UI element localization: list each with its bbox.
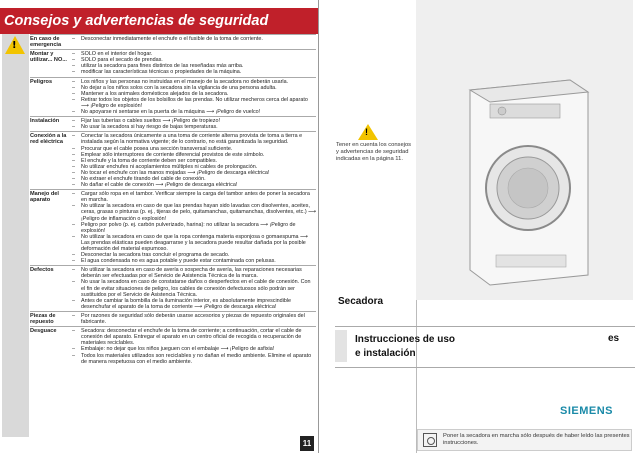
safety-section	[30, 326, 316, 366]
bullet-dash: –	[72, 279, 75, 286]
bullet-dash: –	[72, 36, 75, 42]
section-item	[72, 109, 316, 115]
bullet-dash: –	[72, 124, 75, 131]
section-item-text: modificar las características técnicas o propiedades de la máquina.	[81, 69, 242, 76]
bullet-dash: –	[72, 145, 75, 152]
section-item	[72, 133, 316, 145]
section-item-text: Embalaje: no dejar que los niños jueguen con el embalaje ⟶ ¡Peligro de asfixia!	[81, 346, 275, 353]
section-item-text: No dañar el cable de conexión ⟶ ¡Peligro de descarga eléctrica!	[81, 182, 238, 189]
bullet-dash: –	[72, 312, 75, 319]
section-item-text: El agua condensada no es agua potable y puede estar contaminada con pelusas.	[81, 258, 276, 265]
section-label: Piezas de repuesto	[30, 312, 56, 326]
section-item	[72, 279, 316, 297]
section-label: Desguace	[30, 328, 57, 335]
bullet-dash: –	[72, 267, 75, 274]
bullet-dash: –	[72, 69, 75, 76]
section-item	[72, 203, 316, 221]
bullet-dash: –	[72, 233, 75, 240]
section-item	[72, 191, 316, 203]
section-label: Conexión a la red eléctrica	[30, 133, 67, 146]
warning-note-text: Tener en cuenta los consejos y advertencias de seguridad indicadas en la página 11.	[336, 142, 412, 162]
instructions-title-line2: e instalación	[355, 348, 416, 359]
section-item	[72, 267, 316, 279]
bullet-dash: –	[72, 352, 75, 359]
warning-symbol: !	[12, 40, 17, 51]
section-item-text: Desconectar la secadora tras concluir el programa de secado.	[81, 252, 230, 259]
section-item	[72, 353, 316, 365]
section-item-text: No utilizar la secadora en caso de que las prendas hayan sido lavadas con disolventes, aceites, ceras, grasas o pinturas (p. ej., tijeras de pelo, quitamanchas, quitamanchas, disolventes, etc.) ⟶ ¡Peligro de inflamación o explosión!	[81, 203, 316, 222]
section-items	[72, 51, 316, 75]
safety-section	[30, 189, 316, 265]
safety-section	[30, 34, 316, 49]
warning-icon	[358, 124, 378, 140]
section-item-text: Emplear sólo interruptores de corriente diferencial provistos de este símbolo.	[81, 151, 265, 158]
section-items	[72, 118, 316, 130]
section-item-text: Peligro por polvo (p. ej. carbón pulverizado, harina): no utilizar la secadora ⟶ ¡Peligro de explosión!	[81, 221, 296, 234]
bullet-dash: –	[72, 63, 75, 70]
section-items	[72, 267, 316, 310]
section-item	[72, 234, 316, 252]
warning-symbol: !	[365, 127, 368, 137]
section-label: Montar y utilizar... NO...	[30, 51, 67, 64]
section-item-text: No utilizar la secadora en caso de avería o sospecha de avería, las reparaciones necesarias deberán ser efectuadas por el Servicio de Asistencia Técnica de la marca.	[81, 267, 302, 280]
section-item-text: No dejar a los niños solos con la secadora sin la vigilancia de una persona adulta.	[81, 84, 277, 91]
warning-column	[2, 34, 29, 437]
bullet-dash: –	[72, 258, 75, 265]
section-item-text: Desconectar inmediatamente el enchufe o el fusible de la toma de corriente.	[81, 36, 263, 42]
section-item-text: Todos los materiales utilizados son reciclables y no dañan el medio ambiente. Elimine el aparato de manera respetuosa con el medio ambiente.	[81, 352, 312, 365]
section-item-text: Retirar todos los objetos de los bolsillos de las prendas. No utilizar mecheros cerca del aparato ⟶ ¡Peligro de explosión!	[81, 96, 308, 109]
safety-section	[30, 77, 316, 117]
instructions-title	[355, 333, 455, 361]
section-item-text: El enchufe y la toma de corriente deben ser compatibles.	[81, 157, 218, 164]
warning-icon	[5, 36, 25, 54]
bullet-dash: –	[72, 133, 75, 140]
section-item-text: Mantener a los animales domésticos alejados de la secadora.	[81, 90, 229, 97]
section-item-text: No apoyarse ni sentarse en la puerta de la máquina ⟶ ¡Peligro de vuelco!	[81, 109, 261, 116]
section-items	[72, 191, 316, 264]
page-number: 11	[300, 436, 314, 451]
section-items	[72, 79, 316, 116]
section-item-text: SOLO para el secado de prendas.	[81, 57, 163, 64]
bullet-dash: –	[72, 109, 75, 116]
safety-page	[0, 0, 318, 453]
bullet-dash: –	[72, 328, 75, 335]
page-title: Consejos y advertencias de seguridad	[0, 8, 318, 34]
section-item	[72, 69, 316, 75]
section-item	[72, 36, 316, 42]
bullet-dash: –	[72, 96, 75, 103]
bullet-dash: –	[72, 182, 75, 189]
section-item-text: No usar la secadora en caso de constatarse daños o desperfectos en el cable de conexión. Con el fin de evitar situaciones de peligro, los cables de conexión defectuosos sólo podrán ser sustituidos por el Servicio de Asistencia Técnica.	[81, 279, 311, 298]
section-label: Peligros	[30, 78, 53, 85]
bullet-dash: –	[72, 78, 75, 85]
section-item-text: No utilizar enchufes ni acoplamientos múltiples ni cables de prolongación.	[81, 163, 258, 170]
safety-section	[30, 131, 316, 189]
bullet-dash: –	[72, 252, 75, 259]
section-item	[72, 313, 316, 325]
section-item-text: Procurar que el cable posea una sección transversal suficiente.	[81, 145, 233, 152]
section-item-text: utilizar la secadora para fines distintos de las reseñadas más arriba.	[81, 63, 244, 70]
bullet-dash: –	[72, 221, 75, 228]
safety-section	[30, 265, 316, 311]
bullet-dash: –	[72, 51, 75, 58]
section-label: Instalación	[30, 118, 60, 125]
instructions-title-line1: Instrucciones de uso	[355, 334, 456, 345]
bullet-dash: –	[72, 157, 75, 164]
section-items	[72, 36, 316, 48]
section-item	[72, 97, 316, 109]
section-item-text: Los niños y las personas no instruidas en el manejo de la secadora no deberán usarla.	[81, 78, 289, 85]
section-item-text: Fijar las tuberías o cables sueltos ⟶ ¡Peligro de tropiezo!	[81, 118, 220, 125]
instructions-strip	[335, 330, 347, 362]
language-code: es	[608, 333, 620, 344]
section-item-text: No utilizar la secadora en caso de que la ropa contenga materia esponjosa o gomaespuma ⟶ Las prendas elásticas pueden deagarrarse y la secadora puede resultar dañada por la posible deformación del material espumoso.	[81, 233, 308, 252]
safety-section	[30, 311, 316, 326]
read-first-text: Poner la secadora en marcha sólo después de haber leído las presentes instrucciones.	[443, 433, 630, 446]
read-first-note	[417, 429, 632, 451]
section-item	[72, 328, 316, 346]
section-label: Manejo del aparato	[30, 191, 59, 204]
bullet-dash: –	[72, 175, 75, 182]
section-label: En caso de emergencia	[30, 36, 62, 49]
bullet-dash: –	[72, 90, 75, 97]
section-item-text: No tocar el enchufe con las manos mojadas ⟶ ¡Peligro de descarga eléctrica!	[81, 169, 270, 176]
bullet-dash: –	[72, 191, 75, 198]
section-item-text: SOLO en el interior del hogar.	[81, 51, 153, 58]
safety-section	[30, 116, 316, 131]
section-item	[72, 258, 316, 264]
bullet-dash: –	[72, 118, 75, 125]
safety-section	[30, 49, 316, 76]
bullet-dash: –	[72, 151, 75, 158]
section-item-text: No extraer el enchufe tirando del cable de conexión.	[81, 175, 206, 182]
section-item-text: Cargar sólo ropa en el tambor. Verificar siempre la carga del tambor antes de poner la secadora en marcha.	[81, 191, 310, 204]
product-name: Secadora	[338, 296, 384, 307]
section-items	[72, 328, 316, 365]
section-item	[72, 298, 316, 310]
section-item	[72, 182, 316, 188]
safety-sections	[30, 34, 316, 366]
bullet-dash: –	[72, 169, 75, 176]
section-item	[72, 124, 316, 130]
bullet-dash: –	[72, 346, 75, 353]
section-item-text: Secadora: desconectar el enchufe de la toma de corriente; a continuación, cortar el cable de conexión del aparato. Entregar el aparato en un centro oficial de recogida o recuperación de materiales reciclables.	[81, 328, 302, 347]
bullet-dash: –	[72, 297, 75, 304]
bullet-dash: –	[72, 57, 75, 64]
section-items	[72, 133, 316, 188]
section-item-text: Conectar la secadora únicamente a una toma de corriente alterna provista de toma a tierra e instalada según la normativa vigente; de lo contrario, no está garantizada la seguridad.	[81, 133, 303, 146]
section-items	[72, 313, 316, 325]
dryer-illustration	[450, 70, 600, 290]
section-item	[72, 222, 316, 234]
dryer-icon	[423, 433, 437, 447]
section-item-text: No usar la secadora si hay riesgo de bajas temperaturas.	[81, 124, 218, 131]
section-item-text: Antes de cambiar la bombilla de la iluminación interior, es absolutamente imprescindible desenchufar el aparato de la toma de corriente ⟶ ¡Peligro de descarga eléctrica!	[81, 297, 292, 310]
section-label: Defectos	[30, 267, 54, 274]
bullet-dash: –	[72, 163, 75, 170]
section-item-text: Por razones de seguridad sólo deberán usarse accesorios y piezas de repuesto originales del fabricante.	[81, 312, 305, 326]
brand-logo: SIEMENS	[560, 405, 614, 417]
bullet-dash: –	[72, 203, 75, 210]
bullet-dash: –	[72, 84, 75, 91]
